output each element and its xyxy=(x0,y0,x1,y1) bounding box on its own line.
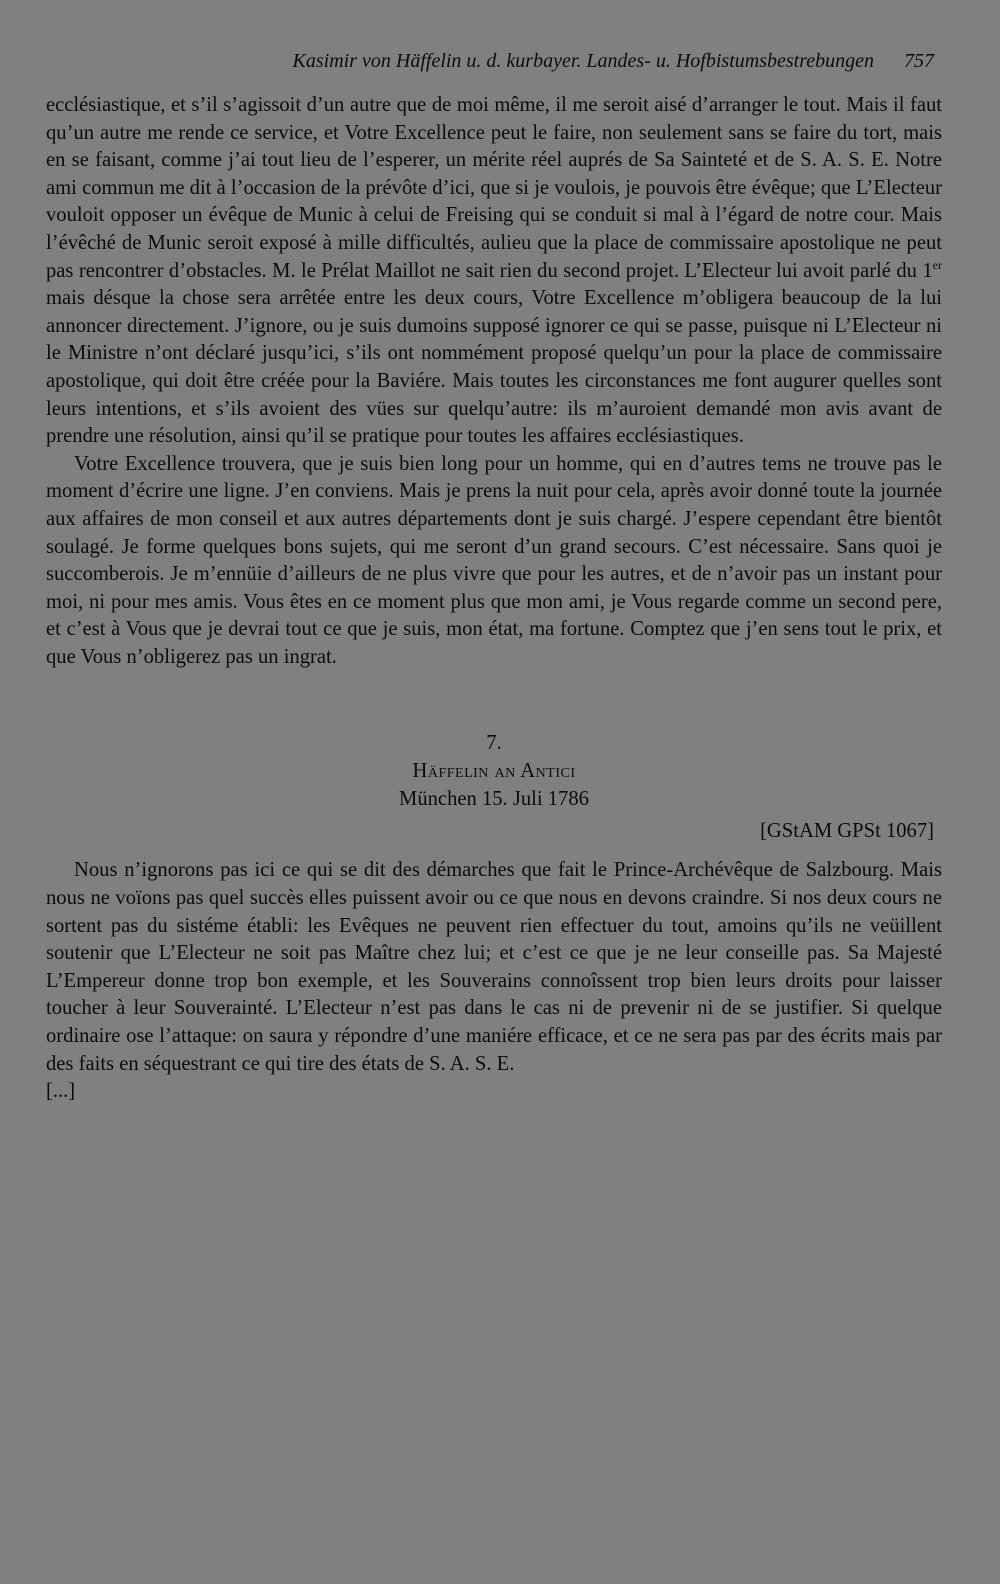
archive-reference: [GStAM GPSt 1067] xyxy=(760,820,934,843)
letter-number: 7. xyxy=(486,732,502,755)
omission-mark: [...] xyxy=(46,1080,76,1103)
running-title: Kasimir von Häffelin u. d. kurbayer. Landes- u. Hofbistumsbestrebungen xyxy=(292,50,874,72)
page-number: 757 xyxy=(904,50,934,72)
document-page xyxy=(46,50,942,1106)
running-head xyxy=(46,50,942,86)
letter-sender: Häffelin an Antici xyxy=(412,760,576,783)
paragraph-text-a: ecclésiastique, et s’il s’agissoit d’un autre que de moi même, il me seroit aisé d’arranger le tout. Mais il faut qu’un autre me rende ce service, et Votre Excellence peut le faire, non seulement sans se faire du tort, mais en se faisant, comme j’ai tout lieu de l’esperer, un mérite réel auprés de Sa Sainteté et de S. A. S. E. Notre ami commun me dit à l’occasion de la prévôte d’ici, que si je voulois, je pouvois être évêque; que L’Electeur vouloit opposer un évêque de Munic à celui de Freising qui se conduit si mal à l’égard de notre cour. Mais l’évêché de Munic seroit exposé à mille difficultés, aulieu que la place de commissaire apostolique ne peut pas rencontrer d’obstacles. M. le Prélat Maillot ne sait rien du second projet. L’Electeur lui avoit parlé du 1 xyxy=(46,94,942,282)
paragraph-continuation xyxy=(46,92,942,451)
letter-paragraph: Nous n’ignorons pas ici ce qui se dit des démarches que fait le Prince-Archévêque de Salzbourg. Mais nous ne voïons pas quel succès elles puissent avoir ou ce que nous en devons craindre. Si nos deux cours ne sortent pas du sistéme établi: les Evêques ne peuvent rien effectuer du tout, amoins qu’ils ne veüillent soutenir que L’Electeur ne soit pas Maître chez lui; et c’est ce que je ne leur conseille pas. Sa Majesté L’Empereur donne trop bon exemple, et les Souverains connoîssent trop bien leurs droits pour laisser toucher à leur Souverainté. L’Electeur n’est pas dans le cas ni de prevenir ni de se justifier. Si quelque ordinaire ose l’attaque: on saura y répondre d’une maniére efficace, et ce ne sera pas par des écrits mais par des faits en séquestrant ce qui tire des états de S. A. S. E. xyxy=(46,859,942,1075)
paragraph-second: Votre Excellence trouvera, que je suis bien long pour un homme, qui en d’autres tems ne trouve pas le moment d’écrire une ligne. J’en conviens. Mais je prens la nuit pour cela, après avoir donné toute la journée aux affaires de mon conseil et aux autres départements dont je suis chargé. J’espere cependant être bientôt soulagé. Je forme quelques bons sujets, qui me seront d’un grand secours. C’est nécessaire. Sans quoi je succomberois. Je m’ennüie d’ailleurs de ne plus vivre que pour les autres, et de n’avoir pas un instant pour moi, ni pour mes amis. Vous êtes en ce moment plus que mon ami, je Vous regarde comme un second pere, et c’est à Vous que je devrai tout ce que je suis, mon état, ma fortune. Comptez que j’en sens tout le prix, et que Vous n’obligerez pas un ingrat. xyxy=(46,452,942,668)
letter-place-date: München 15. Juli 1786 xyxy=(399,788,589,811)
letter-heading xyxy=(46,729,942,813)
superscript-er: er xyxy=(932,257,942,272)
paragraph-text-b: mais désque la chose sera arrêtée entre les deux cours, Votre Excellence m’obligera beaucoup de la lui annoncer directement. J’ignore, ou je suis dumoins supposé ignorer ce qui se passe, puisque ni L’Electeur ni le Ministre n’ont déclaré jusqu’ici, s’ils ont nommément proposé quelqu’un pour la place de commissaire apostolique, qui doit être créée pour la Baviére. Mais toutes les circonstances me font augurer quelles sont leurs intentions, et s’ils avoient des vües sur quelqu’autre: ils m’auroient demandé mon avis avant de prendre une résolution, ainsi qu’il se pratique pour toutes les affaires ecclésiastiques. xyxy=(46,287,942,448)
